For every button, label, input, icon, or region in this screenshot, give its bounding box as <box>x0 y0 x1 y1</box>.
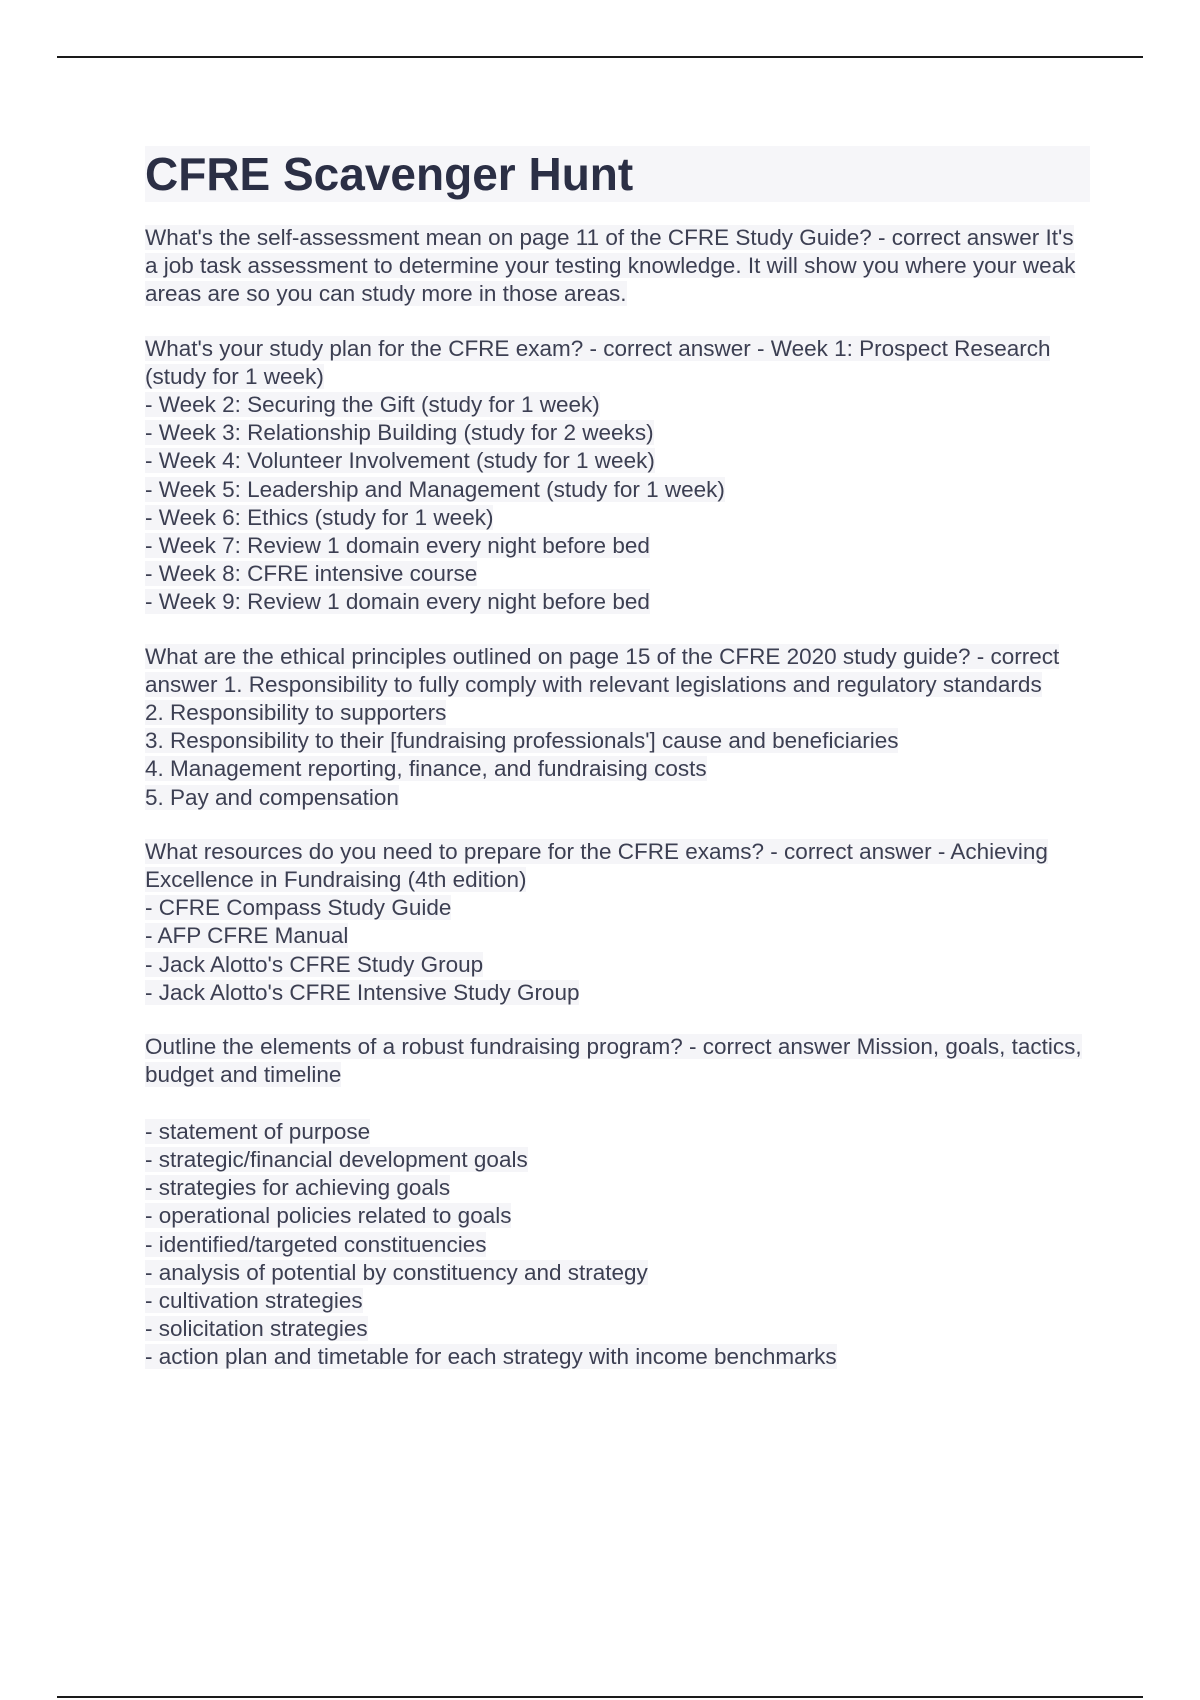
document-body <box>145 146 1090 1372</box>
bottom-rule <box>57 1696 1143 1698</box>
qa-text: What's the self-assessment mean on page 11 of the CFRE Study Guide? - correct answer It's a job task assessment to determine your testing knowledge. It will show you where your weak areas are so you can study more in those areas. <box>145 225 1076 307</box>
qa-block-study-plan <box>145 335 1090 617</box>
qa-text: Outline the elements of a robust fundraising program? - correct answer Mission, goals, tactics, budget and timeline - statement of purpose - strategic/financial development goals - strategies for achieving goals - operational policies related to goals - identified/targeted constituencies - analysis of potential by constituency and strategy - cultivation strategies - solicitation strategies - action plan and timetable for each strategy with income benchmarks <box>145 1034 1082 1370</box>
page-title: CFRE Scavenger Hunt <box>145 146 1090 202</box>
qa-text: What resources do you need to prepare for the CFRE exams? - correct answer - Achieving Excellence in Fundraising (4th edition) - CFRE Compass Study Guide - AFP CFRE Manual - Jack Alotto's CFRE Study Group - Jack Alotto's CFRE Intensive Study Group <box>145 838 1048 1005</box>
qa-text: What's your study plan for the CFRE exam? - correct answer - Week 1: Prospect Research (study for 1 week) - Week 2: Securing the Gift (study for 1 week) - Week 3: Relationship Building (study for 2 weeks) - Week 4: Volunteer Involvement (study for 1 week) - Week 5: Leadership and Management (study for 1 week) - Week 6: Ethics (study for 1 week) - Week 7: Review 1 domain every night before bed - Week 8: CFRE intensive course - Week 9: Review 1 domain every night before bed <box>145 335 1051 615</box>
qa-text: What are the ethical principles outlined on page 15 of the CFRE 2020 study guide? - correct answer 1. Responsibility to fully comply with relevant legislations and regulatory standards 2. Responsibility to supporters 3. Responsibility to their [fundraising professionals'] cause and beneficiaries 4. Management reporting, finance, and fundraising costs 5. Pay and compensation <box>145 643 1060 810</box>
qa-block-fundraising-program <box>145 1033 1090 1371</box>
qa-block-self-assessment <box>145 224 1090 309</box>
qa-block-resources <box>145 838 1090 1007</box>
top-rule <box>57 56 1143 58</box>
qa-block-ethical-principles <box>145 643 1090 812</box>
